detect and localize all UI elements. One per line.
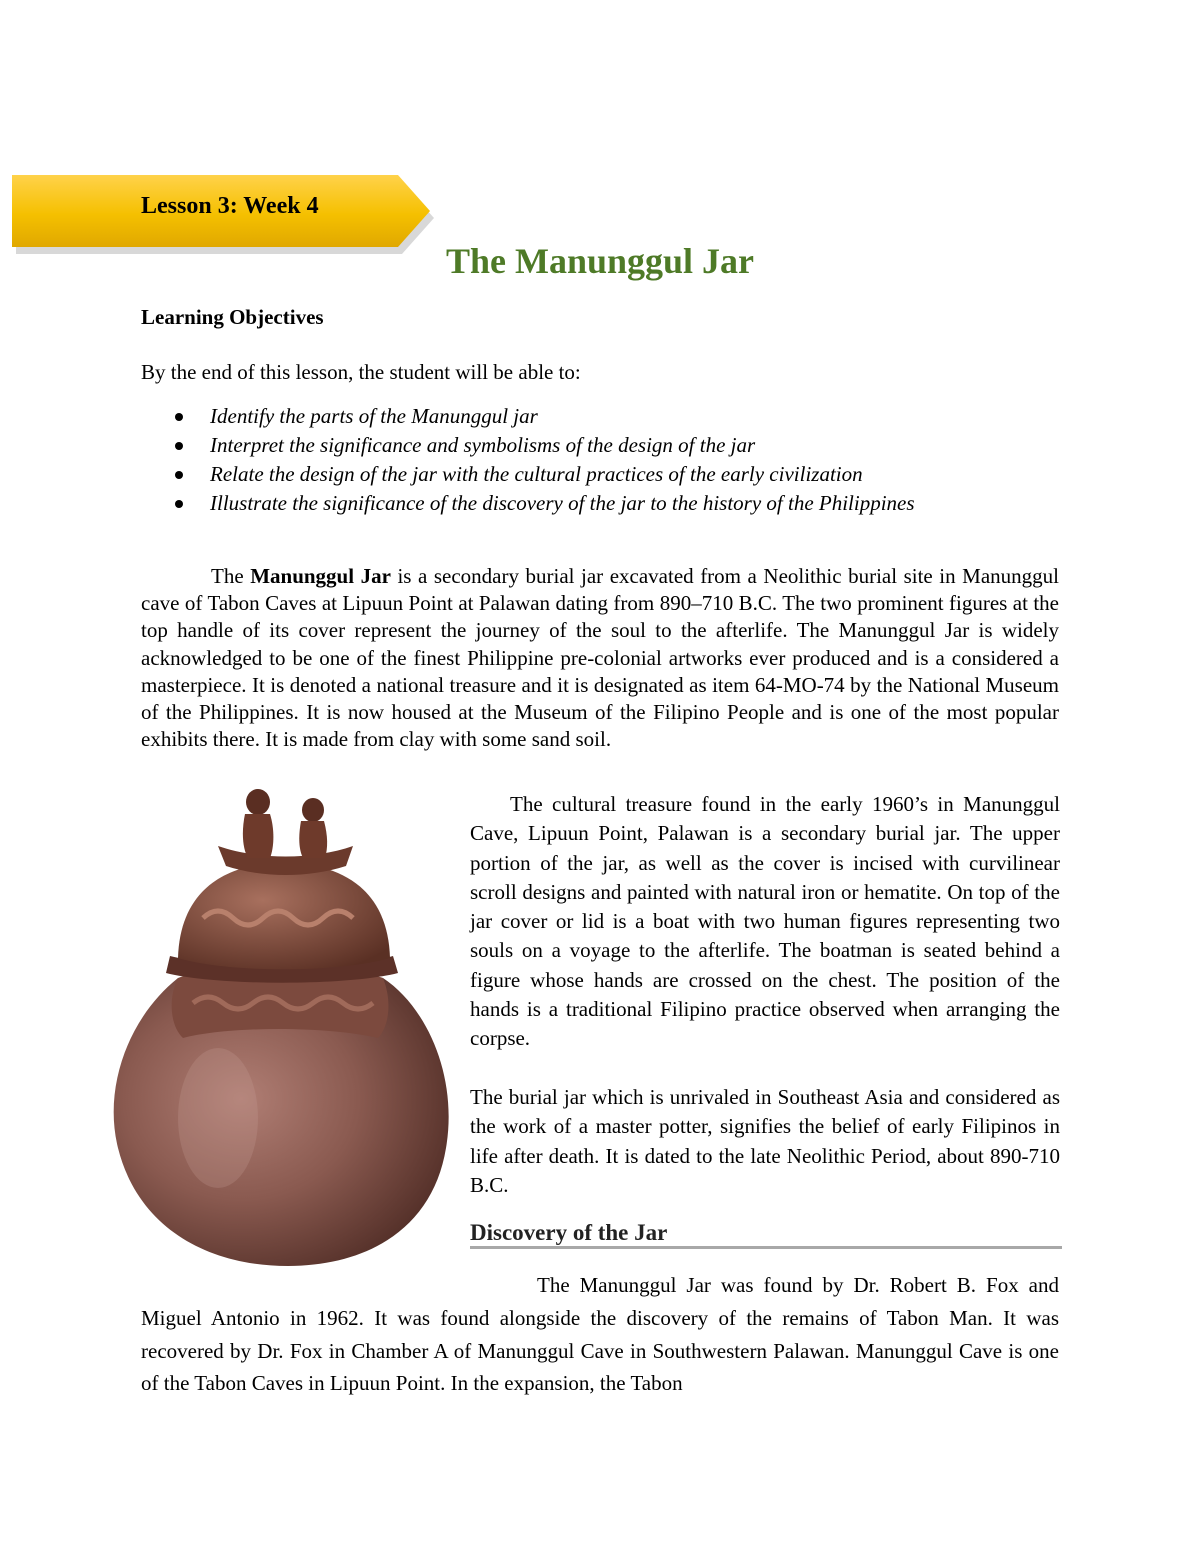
- objectives-list: [141, 402, 915, 518]
- jar-name-bold: Manunggul Jar: [250, 564, 391, 588]
- intro-lead: The: [211, 564, 251, 588]
- burial-belief-paragraph: The burial jar which is unrivaled in Southeast Asia and considered as the work of a master potter, signifies the belief of early Filipinos in life after death. It is dated to the late Neolithic Period, about 890-710 B.C.: [470, 1085, 1060, 1197]
- intro-rest: is a secondary burial jar excavated from a Neolithic burial site in Manunggul cave of Tabon Caves at Lipuun Point at Palawan dating from 890–710 B.C. The two prominent figures at the top handle of its cover represent the journey of the soul to the afterlife. The Manunggul Jar is widely acknowledged to be one of the finest Philippine pre-colonial artworks ever produced and is a considered a masterpiece. It is denoted a national treasure and it is designated as item 64-MO-74 by the National Museum of the Philippines. It is now housed at the Museum of the Filipino People and is one of the most popular exhibits there. It is made from clay with some sand soil.: [141, 564, 1059, 752]
- learning-objectives-heading: Learning Objectives: [141, 305, 324, 329]
- discovery-heading: Discovery of the Jar: [470, 1220, 668, 1245]
- manunggul-jar-image: [108, 788, 453, 1274]
- objectives-intro: By the end of this lesson, the student will be able to:: [141, 360, 581, 384]
- heading-underline: [470, 1246, 1062, 1249]
- objective-item: Relate the design of the jar with the cultural practices of the early civilization: [141, 460, 915, 489]
- objective-item: Identify the parts of the Manunggul jar: [141, 402, 915, 431]
- discovery-paragraph: The Manunggul Jar was found by Dr. Robert B. Fox and Miguel Antonio in 1962. It was found alongside the discovery of the remains of Tabon Man. It was recovered by Dr. Fox in Chamber A of Manunggul Cave in Southwestern Palawan. Manunggul Cave is one of the Tabon Caves in Lipuun Point. In the expansion, the Tabon: [141, 1273, 1059, 1396]
- objective-item: Interpret the significance and symbolisms of the design of the jar: [141, 431, 915, 460]
- objective-item: Illustrate the significance of the discovery of the jar to the history of the Philippines: [141, 489, 915, 518]
- page-title: The Manunggul Jar: [445, 241, 755, 281]
- lesson-week-label: Lesson 3: Week 4: [141, 193, 319, 219]
- cultural-treasure-paragraph: The cultural treasure found in the early 1960’s in Manunggul Cave, Lipuun Point, Palawan is a secondary burial jar. The upper portion of the jar, as well as the cover is incised with curvilinear scroll designs and painted with natural iron or hematite. On top of the jar cover or lid is a boat with two human figures representing two souls on a voyage to the afterlife. The boatman is seated behind a figure whose hands are crossed on the chest. The position of the hands is a traditional Filipino practice observed when arranging the corpse.: [470, 792, 1060, 1051]
- intro-paragraph: [141, 563, 1059, 753]
